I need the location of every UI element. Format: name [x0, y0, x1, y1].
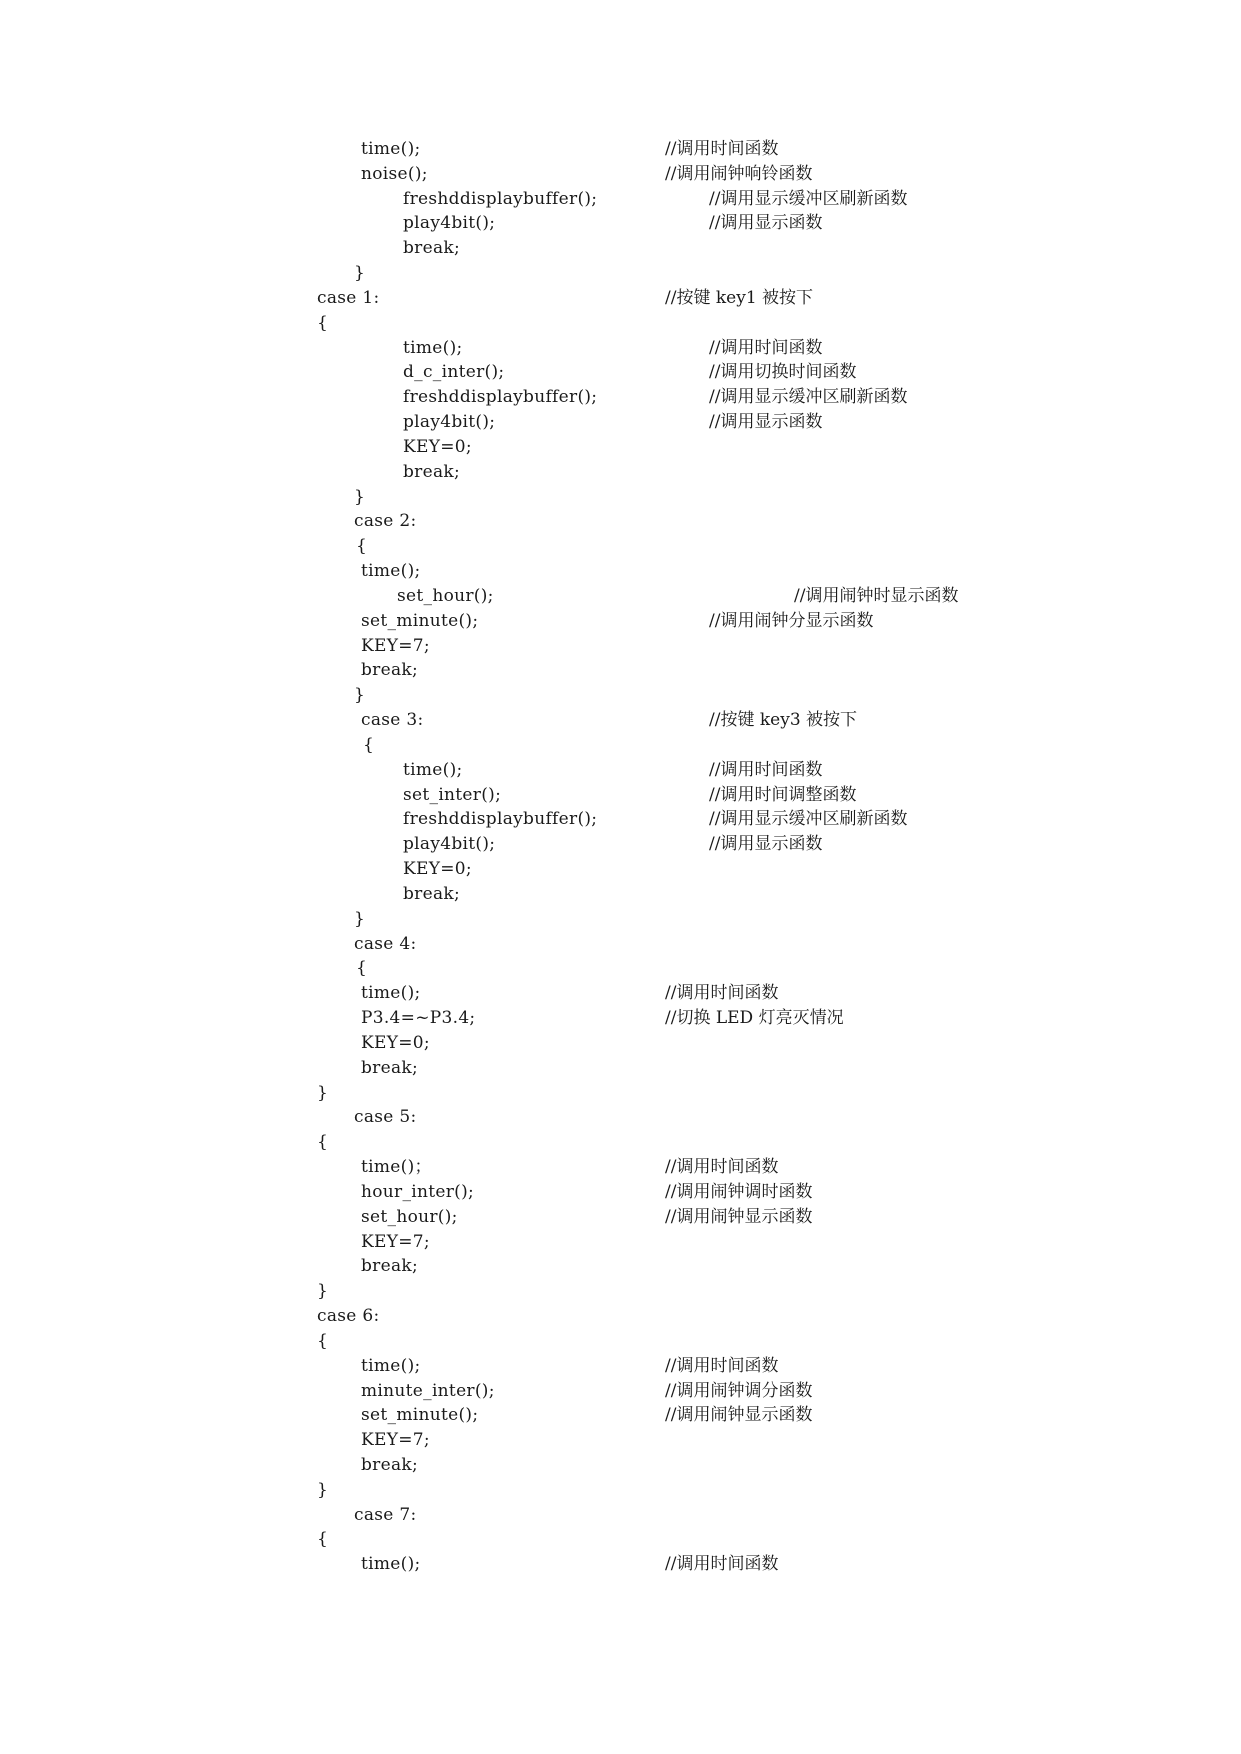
code-comment: //调用时间函数	[665, 1355, 779, 1376]
code-line	[0, 137, 1241, 162]
code-text: d_c_inter();	[403, 362, 505, 383]
code-text: break;	[403, 238, 461, 259]
code-text: {	[356, 536, 368, 557]
code-text: P3.4=~P3.4;	[361, 1008, 476, 1029]
code-line	[0, 882, 1241, 907]
code-comment: //调用时间函数	[665, 1157, 779, 1178]
code-text: {	[317, 1529, 329, 1550]
code-comment: //切换 LED 灯亮灭情况	[665, 1008, 844, 1029]
code-text: hour_inter();	[361, 1181, 475, 1202]
code-text: break;	[361, 660, 419, 681]
code-line	[0, 385, 1241, 410]
code-line	[0, 1403, 1241, 1428]
code-text: }	[317, 1479, 329, 1500]
code-line	[0, 311, 1241, 336]
code-line	[0, 1180, 1241, 1205]
code-line	[0, 360, 1241, 385]
code-line	[0, 658, 1241, 683]
code-text: play4bit();	[403, 213, 496, 234]
code-comment: //调用时间函数	[709, 337, 823, 358]
code-comment: //调用闹钟调时函数	[665, 1181, 813, 1202]
code-text: set_hour();	[361, 1206, 458, 1227]
code-line	[0, 807, 1241, 832]
code-line	[0, 410, 1241, 435]
code-line	[0, 956, 1241, 981]
code-text: play4bit();	[403, 412, 496, 433]
code-text: set_minute();	[361, 610, 479, 631]
code-text: case 1:	[317, 287, 380, 308]
code-line	[0, 460, 1241, 485]
code-text: }	[354, 486, 366, 507]
code-text: minute_inter();	[361, 1380, 495, 1401]
code-line	[0, 1478, 1241, 1503]
code-line	[0, 1379, 1241, 1404]
code-line	[0, 1279, 1241, 1304]
code-text: }	[354, 908, 366, 929]
code-text: KEY=7;	[361, 1430, 430, 1451]
code-line	[0, 1130, 1241, 1155]
code-text: KEY=7;	[361, 635, 430, 656]
code-line	[0, 1503, 1241, 1528]
code-text: time();	[361, 1554, 421, 1575]
code-line	[0, 1006, 1241, 1031]
code-line	[0, 236, 1241, 261]
code-text: case 7:	[354, 1504, 417, 1525]
code-line	[0, 435, 1241, 460]
code-text: time();	[361, 139, 421, 159]
code-line	[0, 1081, 1241, 1106]
code-text: freshddisplaybuffer();	[403, 188, 598, 209]
code-line	[0, 1056, 1241, 1081]
code-line	[0, 336, 1241, 361]
code-comment: //调用切换时间函数	[709, 362, 857, 383]
code-text: time();	[403, 337, 463, 358]
code-text: {	[317, 1132, 329, 1153]
code-line	[0, 733, 1241, 758]
code-line	[0, 857, 1241, 882]
code-comment: //按键 key1 被按下	[665, 287, 814, 308]
code-line	[0, 1031, 1241, 1056]
code-comment: //调用时间函数	[709, 759, 823, 780]
code-line	[0, 1354, 1241, 1379]
code-line	[0, 832, 1241, 857]
code-text: set_hour();	[397, 585, 494, 606]
code-line	[0, 1552, 1241, 1577]
code-text: {	[363, 734, 375, 755]
code-text: break;	[361, 1256, 419, 1277]
code-text: set_minute();	[361, 1405, 479, 1426]
code-line	[0, 758, 1241, 783]
code-line	[0, 1105, 1241, 1130]
code-text: freshddisplaybuffer();	[403, 387, 598, 408]
code-text: KEY=7;	[361, 1231, 430, 1252]
code-comment: //调用闹钟响铃函数	[665, 163, 813, 184]
code-text: freshddisplaybuffer();	[403, 809, 598, 830]
code-comment: //调用闹钟显示函数	[665, 1206, 813, 1227]
code-text: time();	[403, 759, 463, 780]
code-comment: //调用显示缓冲区刷新函数	[709, 809, 908, 830]
code-line	[0, 932, 1241, 957]
code-text: break;	[361, 1454, 419, 1475]
code-line	[0, 509, 1241, 534]
code-text: case 6:	[317, 1306, 380, 1326]
code-line	[0, 1453, 1241, 1478]
code-line	[0, 634, 1241, 659]
code-line	[0, 1428, 1241, 1453]
code-text: KEY=0;	[403, 859, 472, 880]
code-line	[0, 485, 1241, 510]
code-line	[0, 534, 1241, 559]
code-text: KEY=0;	[361, 1032, 430, 1053]
code-line	[0, 1304, 1241, 1329]
code-line	[0, 1205, 1241, 1230]
code-text: {	[317, 1330, 329, 1351]
code-line	[0, 261, 1241, 286]
code-text: noise();	[361, 163, 428, 184]
code-comment: //调用闹钟显示函数	[665, 1405, 813, 1426]
code-text: {	[356, 958, 368, 979]
code-text: case 4:	[354, 933, 417, 954]
code-comment: //调用时间函数	[665, 983, 779, 1004]
code-text: }	[354, 263, 366, 284]
code-line	[0, 708, 1241, 733]
code-line	[0, 286, 1241, 311]
code-text: break;	[361, 1057, 419, 1078]
code-line	[0, 981, 1241, 1006]
code-text: time();	[361, 983, 421, 1004]
code-comment: //按键 key3 被按下	[709, 710, 858, 731]
code-comment: //调用时间函数	[665, 1554, 779, 1575]
code-comment: //调用闹钟调分函数	[665, 1380, 813, 1401]
code-text: case 2:	[354, 511, 417, 532]
code-text: play4bit();	[403, 834, 496, 855]
code-line	[0, 1329, 1241, 1354]
code-comment: //调用显示函数	[709, 412, 823, 433]
code-text: time();	[361, 1355, 421, 1376]
code-line	[0, 1254, 1241, 1279]
code-text: {	[317, 312, 329, 333]
code-line	[0, 683, 1241, 708]
code-comment: //调用显示缓冲区刷新函数	[709, 188, 908, 209]
code-text: time()；	[361, 1157, 432, 1178]
code-comment: //调用显示函数	[709, 834, 823, 855]
code-comment: //调用显示缓冲区刷新函数	[709, 387, 908, 408]
code-text: break;	[403, 883, 461, 904]
code-line	[0, 907, 1241, 932]
code-line	[0, 559, 1241, 584]
code-line	[0, 1155, 1241, 1180]
code-line	[0, 783, 1241, 808]
code-line	[0, 1230, 1241, 1255]
code-text: KEY=0;	[403, 436, 472, 457]
code-comment: //调用闹钟时显示函数	[794, 585, 959, 606]
code-line	[0, 162, 1241, 187]
code-comment: //调用闹钟分显示函数	[709, 610, 874, 631]
code-comment: //调用时间函数	[665, 139, 779, 159]
code-text: case 3:	[361, 710, 424, 731]
code-text: }	[354, 685, 366, 706]
code-text: }	[317, 1281, 329, 1302]
code-line	[0, 211, 1241, 236]
code-line	[0, 584, 1241, 609]
code-text: }	[317, 1082, 329, 1103]
code-line	[0, 1527, 1241, 1552]
code-comment: //调用时间调整函数	[709, 784, 857, 805]
code-line	[0, 609, 1241, 634]
code-line	[0, 187, 1241, 212]
code-text: set_inter();	[403, 784, 502, 805]
code-text: break;	[403, 461, 461, 482]
code-text: case 5:	[354, 1107, 417, 1128]
code-comment: //调用显示函数	[709, 213, 823, 234]
code-text: time();	[361, 561, 421, 582]
